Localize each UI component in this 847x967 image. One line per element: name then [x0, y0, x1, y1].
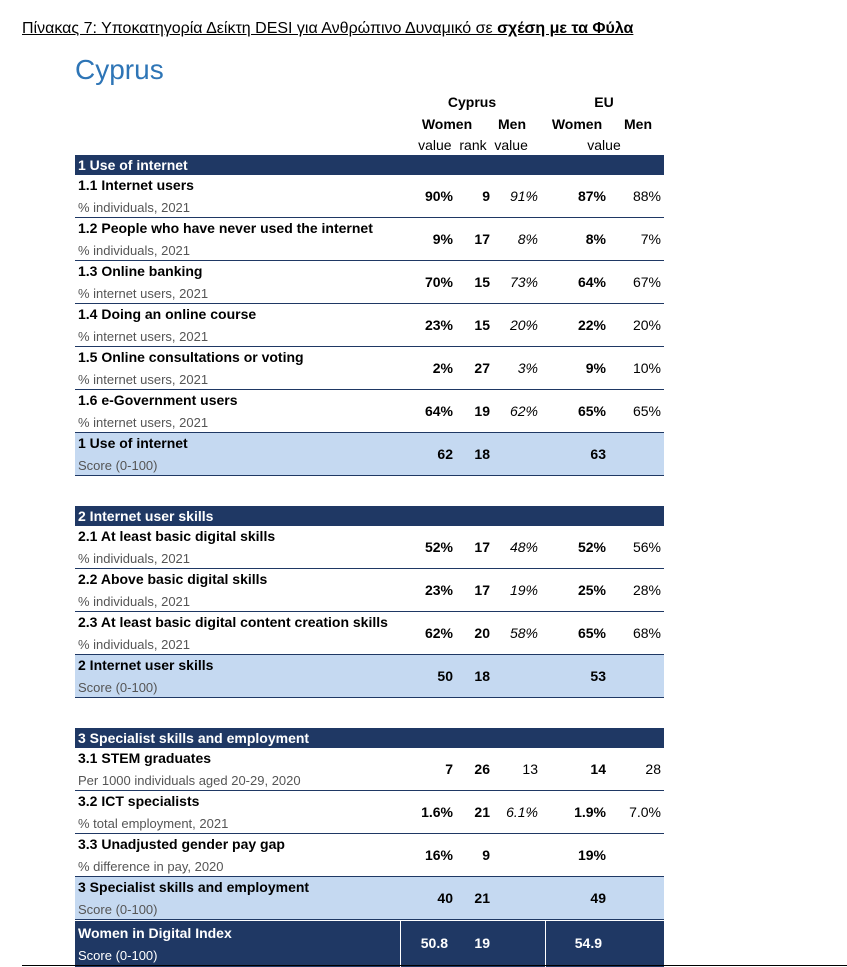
indicator-label: 2.1 At least basic digital skills: [78, 528, 276, 544]
table-row: [75, 218, 664, 261]
section-title: 1 Use of internet: [75, 155, 664, 175]
eu-men-value: 7.0%: [629, 804, 661, 820]
cy-women-value: 9%: [432, 231, 453, 247]
cy-rank: 21: [474, 804, 490, 820]
score-cy-rank: 18: [474, 668, 490, 684]
eu-women-value: 14: [590, 761, 606, 777]
final-sub: Score (0-100): [78, 948, 158, 963]
indicator-unit: % individuals, 2021: [78, 243, 191, 258]
eu-women-value: 9%: [585, 360, 606, 376]
indicator-unit: % individuals, 2021: [78, 200, 191, 215]
cy-rank: 26: [474, 761, 490, 777]
cy-men-value: 3%: [517, 360, 538, 376]
cy-women-value: 23%: [424, 317, 453, 333]
table-caption: [22, 20, 633, 38]
cy-women-value: 2%: [432, 360, 453, 376]
score-unit: Score (0-100): [78, 458, 158, 473]
table-row: [75, 526, 664, 569]
indicator-unit: % internet users, 2021: [78, 372, 209, 387]
indicator-unit: Per 1000 individuals aged 20-29, 2020: [78, 773, 301, 788]
cy-rank: 17: [474, 582, 490, 598]
eu-women-value: 8%: [585, 231, 606, 247]
cy-men-value: 58%: [509, 625, 538, 641]
indicator-label: 1.5 Online consultations or voting: [78, 349, 304, 365]
cy-men-value: 13: [522, 761, 538, 777]
score-row: [75, 877, 664, 920]
cy-men-value: 48%: [509, 539, 538, 555]
eu-women-value: 25%: [577, 582, 606, 598]
score-row: [75, 433, 664, 476]
score-unit: Score (0-100): [78, 902, 158, 917]
cy-women-value: 7: [445, 761, 453, 777]
cy-women-value: 23%: [424, 582, 453, 598]
header-cy-women: Women: [421, 116, 473, 132]
indicator-unit: % individuals, 2021: [78, 637, 191, 652]
indicator-label: 3.2 ICT specialists: [78, 793, 200, 809]
score-eu-women: 53: [590, 668, 606, 684]
country-title: Cyprus: [75, 54, 164, 85]
eu-women-value: 87%: [577, 188, 606, 204]
indicator-label: 3.3 Unadjusted gender pay gap: [78, 836, 285, 852]
section-title: 2 Internet user skills: [75, 506, 664, 526]
header-eu-women: Women: [551, 116, 603, 132]
indicator-unit: % internet users, 2021: [78, 415, 209, 430]
indicator-label: 2.3 At least basic digital content creation skills: [78, 614, 388, 630]
cy-rank: 20: [474, 625, 490, 641]
final-eu-women: 54.9: [574, 935, 602, 951]
indicator-unit: % individuals, 2021: [78, 551, 191, 566]
indicator-unit: % internet users, 2021: [78, 329, 209, 344]
final-cy-rank: 19: [474, 935, 490, 951]
eu-men-value: 67%: [632, 274, 661, 290]
header-cyprus: Cyprus: [447, 94, 497, 110]
table-row: [75, 390, 664, 433]
table-row: [75, 748, 664, 791]
eu-women-value: 19%: [577, 847, 606, 863]
eu-women-value: 22%: [577, 317, 606, 333]
bottom-line: [22, 965, 847, 966]
eu-men-value: 68%: [632, 625, 661, 641]
eu-men-value: 7%: [640, 231, 661, 247]
eu-men-value: 20%: [632, 317, 661, 333]
score-cy-rank: 18: [474, 446, 490, 462]
cy-women-value: 90%: [424, 188, 453, 204]
desi-table: [75, 155, 664, 920]
indicator-label: 1.2 People who have never used the internet: [78, 220, 373, 236]
score-cy-women: 50: [437, 668, 453, 684]
eu-women-value: 65%: [577, 403, 606, 419]
table-row: [75, 304, 664, 347]
table-row: [75, 791, 664, 834]
cy-men-value: 6.1%: [506, 804, 538, 820]
eu-women-value: 52%: [577, 539, 606, 555]
caption-bold-text: σχέση με τα Φύλα: [497, 20, 634, 37]
separator: [545, 921, 546, 967]
score-unit: Score (0-100): [78, 680, 158, 695]
score-label: 2 Internet user skills: [78, 657, 214, 673]
section-title: 3 Specialist skills and employment: [75, 728, 664, 748]
cy-men-value: 19%: [509, 582, 538, 598]
cy-rank: 17: [474, 539, 490, 555]
cy-men-value: 8%: [517, 231, 538, 247]
score-cy-women: 62: [437, 446, 453, 462]
header-cy-sub: value rank value: [418, 137, 528, 153]
eu-women-value: 64%: [577, 274, 606, 290]
cy-men-value: 62%: [509, 403, 538, 419]
cy-rank: 27: [474, 360, 490, 376]
indicator-label: 1.6 e-Government users: [78, 392, 238, 408]
cy-women-value: 62%: [424, 625, 453, 641]
header-eu: EU: [594, 94, 614, 110]
table-row: [75, 347, 664, 390]
cy-rank: 15: [474, 317, 490, 333]
eu-men-value: 56%: [632, 539, 661, 555]
cy-rank: 17: [474, 231, 490, 247]
header-eu-men: Men: [624, 116, 652, 132]
section-gap: [75, 698, 664, 728]
final-row: [75, 921, 664, 967]
final-label: Women in Digital Index: [78, 925, 232, 941]
cy-women-value: 52%: [424, 539, 453, 555]
separator: [400, 921, 401, 967]
score-eu-women: 49: [590, 890, 606, 906]
header-cy-men: Men: [498, 116, 526, 132]
indicator-label: 1.1 Internet users: [78, 177, 194, 193]
eu-men-value: 28: [645, 761, 661, 777]
cy-women-value: 64%: [424, 403, 453, 419]
cy-rank: 9: [482, 847, 490, 863]
indicator-label: 1.3 Online banking: [78, 263, 203, 279]
caption-text: Πίνακας 7: Υποκατηγορία Δείκτη DESI για Ανθρώπινο Δυναμικό σε: [22, 20, 498, 37]
table-row: [75, 175, 664, 218]
score-eu-women: 63: [590, 446, 606, 462]
cy-rank: 9: [482, 188, 490, 204]
cy-rank: 15: [474, 274, 490, 290]
table-row: [75, 261, 664, 304]
eu-men-value: 28%: [632, 582, 661, 598]
indicator-label: 1.4 Doing an online course: [78, 306, 257, 322]
table-row: [75, 834, 664, 877]
cy-women-value: 70%: [424, 274, 453, 290]
score-label: 3 Specialist skills and employment: [78, 879, 310, 895]
score-label: 1 Use of internet: [78, 435, 188, 451]
table-row: [75, 612, 664, 655]
indicator-unit: % total employment, 2021: [78, 816, 229, 831]
eu-men-value: 10%: [632, 360, 661, 376]
eu-women-value: 1.9%: [574, 804, 606, 820]
section-gap: [75, 476, 664, 506]
eu-men-value: 65%: [632, 403, 661, 419]
eu-women-value: 65%: [577, 625, 606, 641]
final-cy-women: 50.8: [420, 935, 448, 951]
cy-men-value: 73%: [509, 274, 538, 290]
cy-rank: 19: [474, 403, 490, 419]
header-eu-sub: value: [587, 137, 621, 153]
score-row: [75, 655, 664, 698]
score-cy-rank: 21: [474, 890, 490, 906]
indicator-unit: % difference in pay, 2020: [78, 859, 224, 874]
score-cy-women: 40: [437, 890, 453, 906]
indicator-unit: % individuals, 2021: [78, 594, 191, 609]
cy-men-value: 20%: [509, 317, 538, 333]
cy-women-value: 1.6%: [421, 804, 453, 820]
indicator-label: 3.1 STEM graduates: [78, 750, 212, 766]
cy-men-value: 91%: [509, 188, 538, 204]
indicator-unit: % internet users, 2021: [78, 286, 209, 301]
eu-men-value: 88%: [632, 188, 661, 204]
table-row: [75, 569, 664, 612]
indicator-label: 2.2 Above basic digital skills: [78, 571, 268, 587]
cy-women-value: 16%: [424, 847, 453, 863]
